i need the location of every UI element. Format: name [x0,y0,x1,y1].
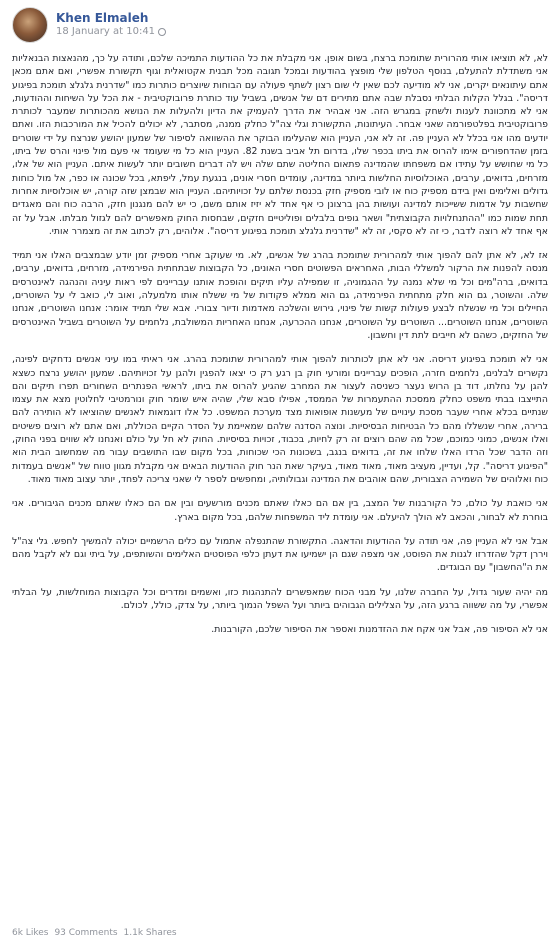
author-name[interactable]: Khen Elmaleh [56,11,149,25]
post-paragraph-2: אז לא, לא אתן להם להפוך אותי למהרורית שתומכת בהרג של אנשים, לא. מי שעוקב אחרי מספיק זמן יודע שבמצבים האלו אני תמיד מנסה להפנות את הרקור למשללי הבות, האחראים הפשוטים חסרי האונים, כל הקבוצות שבתחתית הפירמידה, מזרחים, בדואים, ערבים, בדואים, ברה"מים וכל מי שלא נמנה על ההגמוניה, זו שמפילה עליו תיקים והופכת אותנו עבריינים לפי ראות עיניה והנהגה לאינטרסים שלה. והשוטר, גם הוא חלק מתחתית הפירמידה, גם הוא ממלא פקודות של מי ששלח אותו מלמעלה, ואוב לי, כואב לי על השוטרים, החיילים וכל מי שנשלח לבצע פעולות קשות של פינוי, גירוש והשלכה מאדמות ודיור צבורי. אבא שלי תמיד אומר: אנחנו השוטרים, אנחנו השוטרים, אנחנו השוטרים... השוטרים על השוטרים, אנחנו ההכרעה, אנחנו האחריות המשולבת, נלחמים על השוטרים בשביל האינטרסים של החזקים, כשהם לא חייבים לתת דין וחשבון. [12,250,548,341]
post-paragraph-5: אבל אני לא העניין פה, אני תודה על ההודעות והדאגה. התקשורת שהתנפלה אתמול עם כלים הרשמיים יכולה להמשיך לחפש. גלי צה"ל ויררן דקל שהזדרזו לגנות את הפוסט, אני מצפה שגם הן ישמיעו את דעתן כלפי הפוסטים האלימים והשותפים, על ביתי וגם לא לקבל מהם את ה"החשבון" עם הבוגדים. [12,535,548,574]
post-paragraph-4: אני כואבת על כולם, כל הקורבנות של המצב, בין אם הם כאלו שאתם מכנים מורשעים ובין אם הם כאלו שאתם מכנים הגיבורים. אני בוחרת לא לבחור, והכאב לא הולך להיעלם. אני עומדת ליד המשפחות שלהם, בכל מקום בארץ. [12,498,548,523]
post-paragraph-3: אני לא תומכת בפיגוע דריסה. אני לא אתן לכותרות להפוך אותי למהרורית שתומכת בהרג. אני ראיתי במו עיני אנשים נדחקים לפינה, נקשרים לבלנים, נלחמים חזרה, הופכים עבריינים ומורעי חוק בן רגע רק כי יצאו להפגין ולהגן על זכויותיהם. שמעון יהושע נרצח כשצא להגן על נחלתו, דוד בן הרוש נעצר כשניסה לעצור את המחרב שהגיע להרוס את ביתו, לראשי הפנתרים השחורים תפרו תיקים והם התייצבו בבתי משפט כחלק ממסכת ההתעמרות של הממסד, אפילו סבא שלי, שהיה איש שומר חוק ונורמטיבי לחלוטין מצא את עצמו שנתיים בכלא אחרי שעבר מסכת עינויים של מעשנות אופואות מצד מערכת המשפט. כל אלו דוגמאות לאנשים שהוציאו לא הותירה להם ברירה, אחרי שנשללו מהם כל הבטיחות הבסיסיות. ונוצה הסדנה שלהם שמאיימת על הסדר הקיים הכוללת, ואם אתם לא רוצים פשיטים ואלו אנשים, כמוני כמוכם, שכל מה שהם רוצים זה רק לחיות, בכבוד, זכויות בסיסיות. החוק לא חל על כולם ואנחנו לא שווים בפני החוק, וזה הדבר שכל הרדו האלו שלחו את זה, בדואים בנגב, בשכונות הכי שכוחות, בכל מקום שבו התושבים עבור מה שמחשוב הבית הוא "הפיגוע דריסה". קל, ועדיין, מעציב מאוד, מאוד מאוד, בעיקר שאת הנר חוק ההודעות הבאים אני מקבלת מגוון טווח של "אנשים בעמדות כוח ואלוהים של השמירה הצבורית, שהם אוהבים את המדינה וגבולותיה, ומחפשים לספר לי שאני צריכה לפחד, יותר עצוב מאוד מאוד. [12,354,548,485]
post-paragraph-6: מה יהיה שעור גדול, על החברה שלנו, על מבני הכוח שמאפשרים להתנהגות כזו, ואשמים ומדרים וכל הקבוצות המוחלשות, על הבלתי אפשרי, על מה ששווה ברגע הזה, על הצלילים הגבוהים ביותר ועל השפל הנמוך ביותר, על צדק, כולל, לכולם. [12,586,548,611]
post-header [12,6,548,44]
post-stats [12,928,548,938]
likes-count[interactable]: 6k Likes [12,928,49,938]
shares-count[interactable]: 1.1k Shares [123,928,177,938]
post-date[interactable] [56,25,166,39]
post-date-text[interactable]: 18 January at 10:41 [56,26,156,37]
post-paragraph-1: לא, לא תוציאו אותי מהרורית שתומכת ברצח, בשום אופן. אני מקבלת את כל ההודעות התמיכה שלכם, ותודה על כך, מהנאצות הבנאליות אני משתדלת להתעלם, בנוסף הטלפון שלי מופצץ בהודעות ובמכל תגובה מכל תבנית אקטואלית וגוף תקשורת אפשרי, ואם אתם מכאן אתם עיתונאים יקרים, אני לא מודיעה לכם שאין לי שום רצון לשתף פעולה עם הבוחות שיוצרים כותרות כמו "שדרנית גלגלצ תומכת בפיגוע דריסה". בגלל הקלות הבלתי נסבלת שבה אתם מתירים דם של אנשים, בשביל עוד כותרת פרובוקטיבית - את הכל על השיחות וההודעות, אני לא מתכוונת לענות ולשחק במגרש הזה. אני אבהיר את הדרך להעמיק את הדיון ולהעלות את הנושא מהכותרות שמעבר לכותרת פרובוקטיבית בפלטפורמה שאני אבחר. העיתונות, התקשורת וגלי צה"ל כחלק ממנה, מסתבר, לא יכולים להכיל את המורכבות הזו. ואתם יודעים מהו אני בכלל לא העניין פה. זה לא אני, העניין הוא שהעלימו הבוקר את ההשוואה לסיפור של שמעון יהושע שנרצח על ידי שוטרים בזמן שהדחפורים אימו להרוס את ביתו בכפר שלו, בדרום תל אביב בשנת 82. העניין הוא כל מי שעומד אי פעם מול פינוי והרס של ביתו, כל מי שחושש על עתידו אם משפחתו שהמדינה פתאום החליטה שתם שלה ויש לה דברים חשובים יותר לעשות איתם. העניין הוא של אלו, מזרחים, בדואים, ערבים, האוכלוסיות החלשות ביותר במדינה, עומדים חסרי אונים, בנגעת עמל, ליפתא, בכל שכונה או כפר, אל מול כוחות גדולים ואלימים ואין בידם מספיק כוח או לובי מספיק חזק בכנסת שלתם על זכויותיהם. העניין הוא שבמצן שזה קורה, יש אוכלוסיות אחרות שחשבות על אדמות ששייכות למדינה ועושות בהן ברצונן כי אף אחד לא יזיז אותם משם, כי יש להם מנגנון חזק, הרבה כוח והם מאגדים תחת שמות כמו "ההתנחלויות הקבוצתית" ושאר גופים בלבלים ופוליטיים חזקים, שבחסות החוק מאפשרים להם לגזול מבלתו. אבל על זה אף אחד לא רוצה לדבר, כי זה לא סקסי, זה לא "שדרנית גלגלצ תומכת בפיגוע דריסה". אלוהים, רק לכתוב את זה מצמרר אותי. [12,53,548,237]
post-body [12,52,548,922]
comments-count[interactable]: 93 Comments [54,928,118,938]
post-meta [56,11,166,39]
post-paragraph-7: אני לא הסיפור פה, אבל אני אקח את ההזדמנות ואספר את הסיפור שלכם, הקורבנות. [211,624,548,636]
avatar[interactable] [12,7,48,43]
globe-icon [158,28,166,36]
